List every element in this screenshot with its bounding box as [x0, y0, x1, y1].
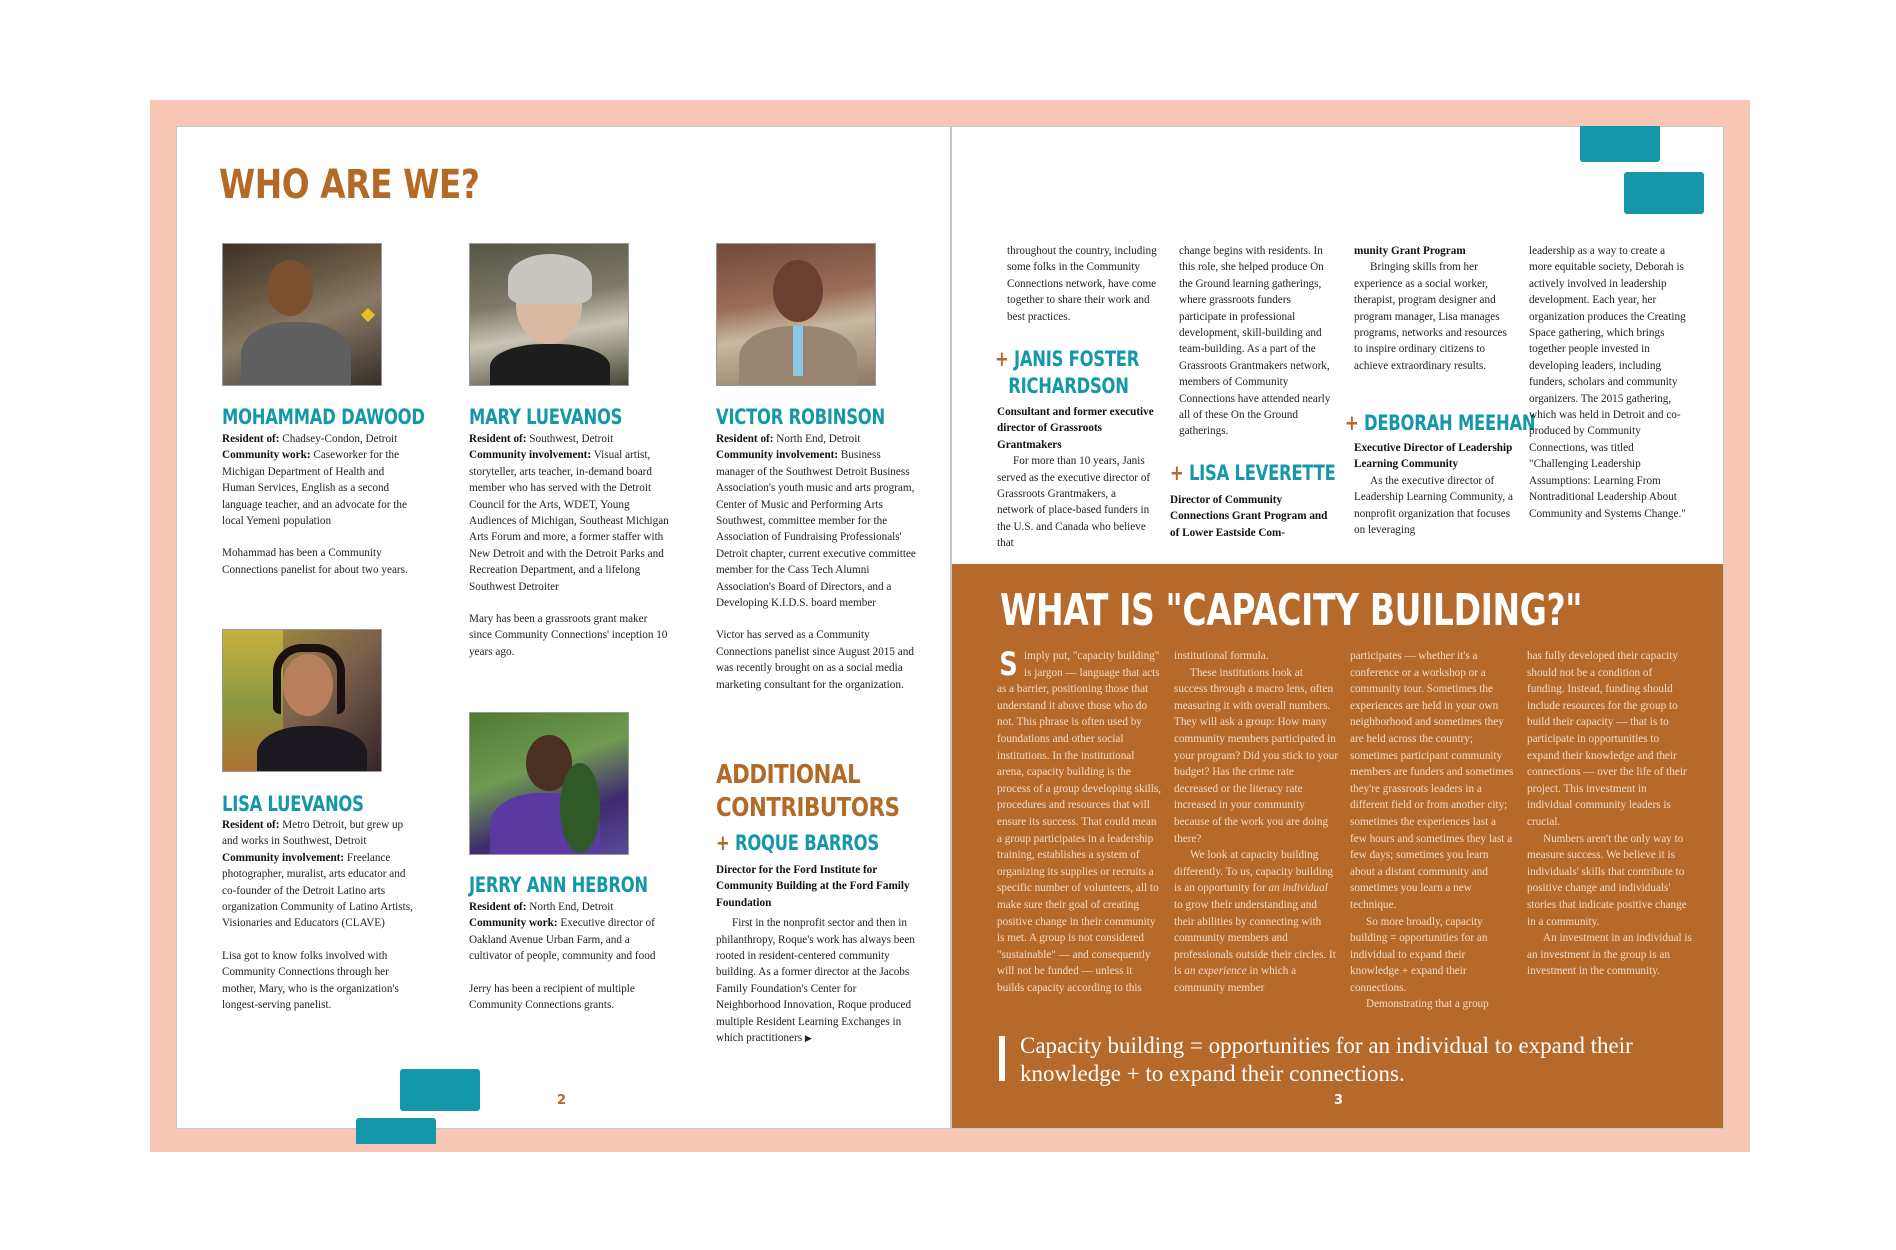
- work-label: Community involvement:: [469, 449, 592, 462]
- capacity-title: WHAT IS "CAPACITY BUILDING?": [1000, 585, 1583, 636]
- person-bio: [222, 817, 422, 1029]
- photo-mohammad: [222, 243, 382, 386]
- contributor-bio: [1354, 440, 1516, 538]
- resident-value: Southwest, Detroit: [529, 433, 614, 445]
- resident-label: Resident of:: [716, 433, 774, 445]
- photo-jerry: [469, 712, 629, 855]
- right-page: [951, 126, 1724, 1129]
- work-value: Caseworker for the Michigan Department of Health and Human Services, English as a second language teacher, and an advocate for the local Yemeni population: [222, 449, 407, 528]
- resident-value: North End, Detroit: [529, 901, 614, 913]
- capacity-text: has fully developed their capacity should not be a condition of funding. Instead, funding should include resources for the group to build their capacity — that is to participate in opportunities to expand their knowledge and their connections — over the life of their project. This investment in individual community leaders is crucial.: [1527, 650, 1687, 828]
- capacity-building-panel: [952, 564, 1724, 1129]
- text-column: leadership as a way to create a more equitable society, Deborah is actively involved in leadership development. Each year, her organization produces the Creating Space gathering, which brings together people invested in developing leaders, including funders, scholars and community organizers. The 2015 gathering, which was held in Detroit and co-produced by Community Connections, was titled "Challenging Leadership Assumptions: Learning From Nontraditional Leadership About Community and Systems Change.": [1529, 245, 1686, 520]
- resident-label: Resident of:: [222, 819, 280, 831]
- person-bio: [716, 431, 916, 709]
- work-value: Executive director of Oakland Avenue Urban Farm, and a cultivator of people, community and food: [469, 917, 656, 963]
- text-column: [1354, 243, 1514, 374]
- person-name: MARY LUEVANOS: [469, 405, 623, 429]
- work-label: Community work:: [469, 917, 558, 930]
- capacity-text: Demonstrating that a group: [1366, 998, 1489, 1011]
- capacity-text: An investment in an individual is an investment in the group is an investment in the community.: [1527, 932, 1692, 978]
- contributor-text: Bringing skills from her experience as a social worker, therapist, program designer and program manager, Lisa manages programs, networks and resources to inspire ordinary citizens to achieve extraordinary results.: [1354, 261, 1507, 372]
- capacity-column: [1350, 648, 1515, 1013]
- person-note: Jerry has been a recipient of multiple Community Connections grants.: [469, 982, 635, 1012]
- text-column: change begins with residents. In this role, she helped produce On the Ground learning gatherings, where grassroots funders participate in professional development, skill-building and team-building. As a part of the Grassroots Grantmakers network, members of Community Connections have attended nearly all of these On the Ground gatherings.: [1179, 245, 1331, 438]
- contributor-text: For more than 10 years, Janis served as the executive director of Grassroots Grantmakers, a network of place-based funders in the U.S. and Canada who believe that: [997, 455, 1151, 550]
- decor-tab: [1580, 126, 1660, 162]
- work-label: Community work:: [222, 449, 311, 462]
- resident-value: Metro Detroit, but grew up and works in Southwest, Detroit: [222, 819, 404, 848]
- page-number: 3: [1334, 1093, 1344, 1108]
- contributor-role: Director for the Ford Institute for Community Building at the Ford Family Foundation: [716, 864, 910, 909]
- work-label: Community involvement:: [222, 851, 345, 864]
- dropcap: S: [999, 645, 1018, 683]
- capacity-column: [1527, 648, 1692, 980]
- capacity-column: [997, 645, 1162, 996]
- contributor-text: As the executive director of Leadership Learning Community, a nonprofit organization that focuses on leveraging: [1354, 474, 1513, 537]
- contributor-role: munity Grant Program: [1354, 245, 1466, 257]
- page-number: 2: [557, 1093, 567, 1108]
- photo-mary: [469, 243, 629, 386]
- decor-tab: [1624, 172, 1704, 214]
- resident-label: Resident of:: [222, 433, 280, 445]
- contributor-name: + DEBORAH MEEHAN: [1345, 411, 1536, 435]
- capacity-text: participates — whether it's a conference or a workshop or a community tour. Sometimes the experiences are held in your own neighborhood and sometimes they are held across the country; sometimes participant community members are funders and sometimes they're grassroots leaders in a different field or from another city; sometimes the experiences last a few hours and sometimes they last a few days; sometimes you learn about a distant community and sometimes you learn a new technique.: [1350, 650, 1514, 911]
- contributor-role: Director of Community Connections Grant Program and of Lower Eastside Com-: [1170, 494, 1328, 539]
- resident-label: Resident of:: [469, 901, 527, 913]
- work-label: Community involvement:: [716, 449, 839, 462]
- person-bio: [469, 899, 669, 1029]
- contributor-bio: [716, 862, 916, 1046]
- capacity-text: imply put, "capacity building" is jargon — language that acts as a barrier, positioning those that understand it above those who do not. This phrase is often used by foundations and other social institutions. In the institutional arena, capacity building is the process of a group developing skills, procedures and resources that will ensure its success. That could mean a group participates in a leadership training, establishes a system of organizing its supplies or recruits a specific number of volunteers, all to make sure their goal of creating positive change in their community is met. A group is not considered "sustainable" — and consequently will not be funded — unless it builds capacity according to this: [997, 650, 1162, 994]
- photo-lisa-luevanos: [222, 629, 382, 772]
- contributor-role: Executive Director of Leadership Learning Community: [1354, 442, 1513, 471]
- person-note: Lisa got to know folks involved with Community Connections through her mother, Mary, who is the organization's longest-serving panelist.: [222, 949, 399, 1012]
- person-name: LISA LUEVANOS: [222, 792, 364, 816]
- person-name: VICTOR ROBINSON: [716, 405, 885, 429]
- person-name: MOHAMMAD DAWOOD: [222, 405, 425, 429]
- resident-value: North End, Detroit: [776, 433, 861, 445]
- contributor-name: + JANIS FOSTER RICHARDSON: [995, 347, 1140, 398]
- decor-tab: [400, 1069, 480, 1111]
- left-page: [176, 126, 951, 1129]
- resident-label: Resident of:: [469, 433, 527, 445]
- photo-victor: [716, 243, 876, 386]
- contributor-bio: [997, 404, 1155, 552]
- capacity-text: Numbers aren't the only way to measure success. We believe it is individuals' skills that contribute to positive change and individuals' stories that indicate positive change in a community.: [1527, 832, 1687, 928]
- additional-contributors-title: ADDITIONAL CONTRIBUTORS: [716, 760, 900, 823]
- person-note: Mohammad has been a Community Connections panelist for about two years.: [222, 547, 408, 576]
- pull-quote: Capacity building = opportunities for an individual to expand their knowledge + to expand their connections.: [1020, 1033, 1633, 1086]
- work-value: Freelance photographer, muralist, arts educator and co-founder of the Detroit Latino arts organization Community of Latino Artists, Visionaries and Educators (CLAVE): [222, 851, 413, 930]
- capacity-text: These institutions look at success through a macro lens, often measuring it with overall numbers. They will ask a group: How many community members participated in your program? Did you stick to your budget? Has the crime rate decreased or the literacy rate increased in your community because of the work you are doing there?: [1174, 666, 1339, 845]
- person-name: JERRY ANN HEBRON: [469, 873, 648, 897]
- work-value: Business manager of the Southwest Detroit Business Association's youth music and arts program, Center of Music and Performing Arts Southwest, committee member for the Association of Fundraising Professionals' Detroit chapter, current executive committee member for the Cass Tech Alumni Association's Board of Directors, and a Developing K.I.D.S. board member: [716, 449, 916, 610]
- contributor-text: First in the nonprofit sector and then in philanthropy, Roque's work has always been rooted in resident-centered community building. As a former director at the Jacobs Family Foundation's Center for Neighborhood Innovation, Roque produced multiple Resident Learning Exchanges in which practitioners: [716, 917, 915, 1045]
- capacity-text: We look at capacity building differently. To us, capacity building is an opportunity for an individual to grow their understanding and their abilities by connecting with community members and professionals outside their circles. It is an experience in which a community member: [1174, 849, 1336, 994]
- person-note: Victor has served as a Community Connections panelist since August 2015 and was recently brought on as a social media marketing consultant for the organization.: [716, 629, 914, 691]
- contributor-name: + ROQUE BARROS: [716, 831, 879, 855]
- contributor-role: Consultant and former executive director of Grassroots Grantmakers: [997, 406, 1154, 451]
- capacity-column: [1174, 648, 1339, 996]
- person-note: Mary has been a grassroots grant maker since Community Connections' inception 10 years ago.: [469, 613, 668, 658]
- page-title: WHO ARE WE?: [219, 162, 480, 208]
- quote-bar: [999, 1036, 1005, 1081]
- contributor-name: + LISA LEVERETTE: [1170, 461, 1336, 485]
- continue-arrow-icon: ▶: [804, 1033, 812, 1044]
- work-value: Visual artist, storyteller, arts teacher, in-demand board member who has served with the Detroit Council for the Arts, WDET, Young Audiences of Michigan, Southeast Michigan Arts Forum and more, a former staffer with New Detroit and with the Detroit Parks and Recreation Department, and a lifelong Southwest Detroiter: [469, 449, 669, 593]
- decor-tab: [356, 1118, 436, 1144]
- person-bio: [222, 431, 417, 594]
- contributor-bio: [1170, 492, 1335, 541]
- person-bio: [469, 431, 669, 676]
- text-column: throughout the country, including some folks in the Community Connections network, have come together to share their work and best practices.: [1007, 245, 1157, 323]
- capacity-text: institutional formula.: [1174, 650, 1269, 662]
- capacity-text: So more broadly, capacity building = opportunities for an individual to expand their knowledge + expand their connections.: [1350, 915, 1488, 994]
- resident-value: Chadsey-Condon, Detroit: [282, 433, 398, 445]
